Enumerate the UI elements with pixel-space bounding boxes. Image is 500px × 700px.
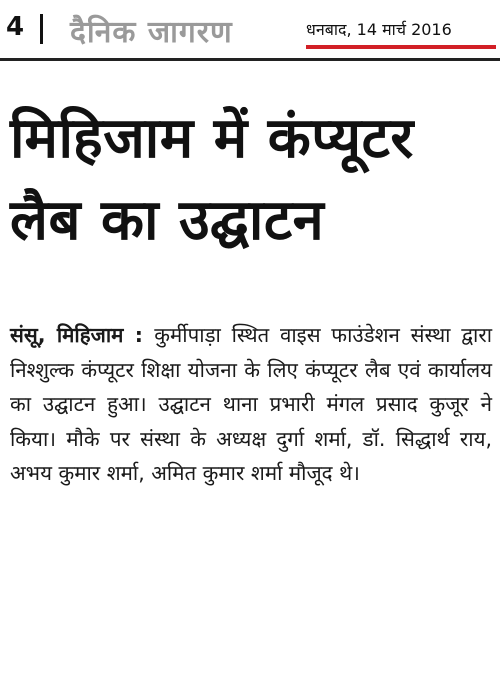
headline-line-1: मिहिजाम में कंप्यूटर bbox=[10, 106, 414, 171]
article-body bbox=[10, 318, 492, 491]
headline bbox=[10, 98, 495, 262]
page-number: 4 bbox=[6, 12, 25, 42]
article-text: कुर्मीपाड़ा स्थित वाइस फाउंडेशन संस्था द्वारा निश्शुल्क कंप्यूटर शिक्षा योजना के लिए कंप्यूटर लैब एवं कार्यालय का उद्घाटन हुआ। उद्घाटन थाना प्रभारी मंगल प्रसाद कुजूर ने किया। मौके पर संस्था के अध्यक्ष दुर्गा शर्मा, डॉ. सिद्धार्थ राय, अभय कुमार शर्मा, अमित कुमार शर्मा मौजूद थे। bbox=[10, 323, 493, 485]
dateline-underline bbox=[306, 45, 496, 49]
byline: संसू, मिहिजाम : bbox=[10, 323, 155, 347]
headline-line-2: लैब का उद्घाटन bbox=[10, 188, 325, 253]
dateline: धनबाद, 14 मार्च 2016 bbox=[306, 20, 452, 39]
masthead-rule bbox=[0, 58, 500, 61]
masthead bbox=[0, 0, 500, 62]
separator-bar bbox=[40, 14, 43, 44]
newspaper-name: दैनिक जागरण bbox=[70, 15, 233, 50]
